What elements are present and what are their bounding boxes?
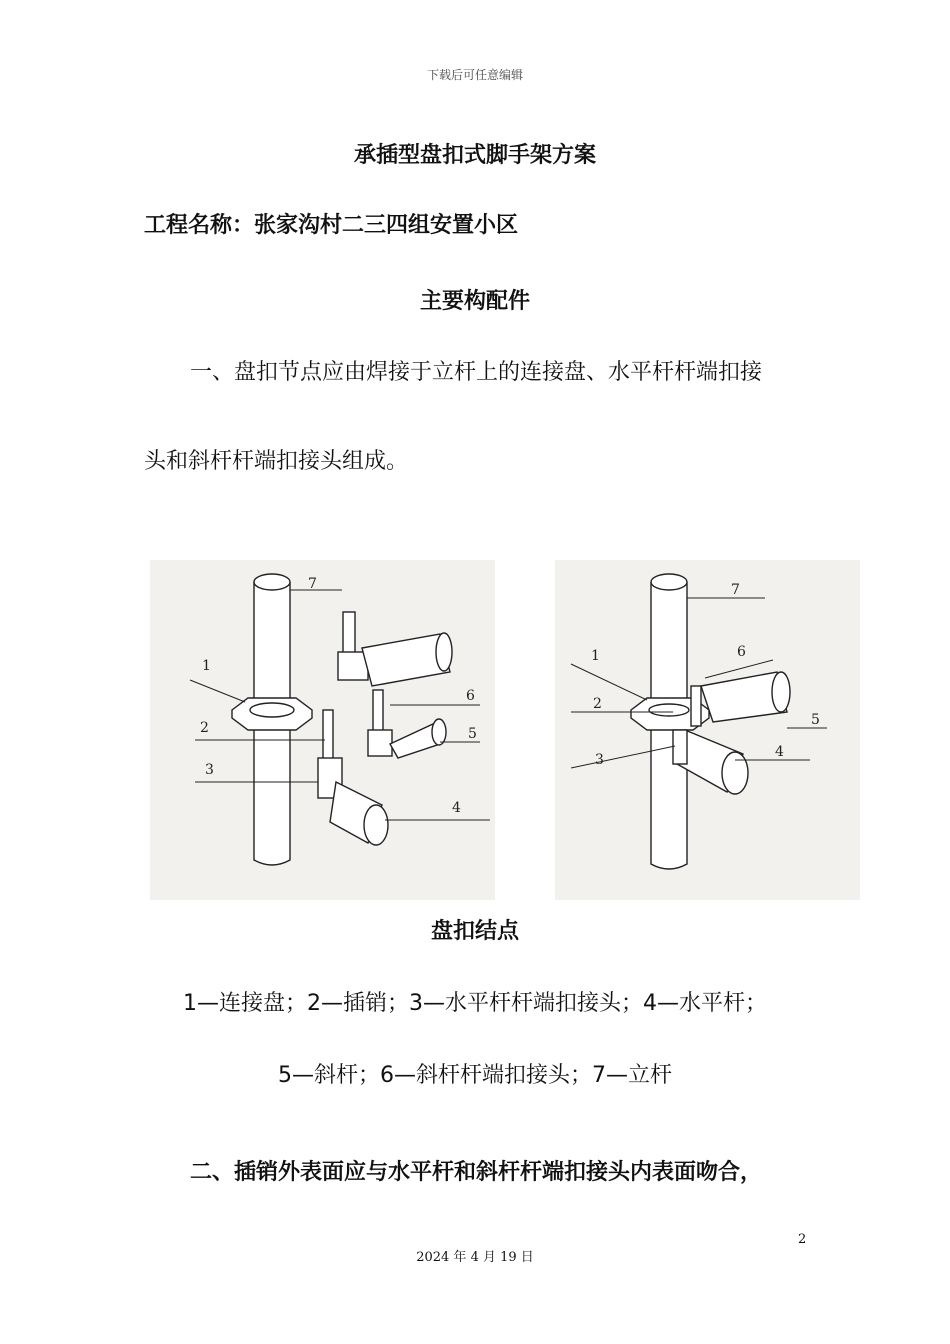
document-title: 承插型盘扣式脚手架方案	[353, 143, 596, 168]
section-heading: 主要构配件	[419, 289, 530, 314]
legend-line-1: 1—连接盘；2—插销；3—水平杆杆端扣接头；4—水平杆；	[183, 991, 767, 1016]
assembled-node-drawing	[555, 560, 860, 900]
project-name: 工程名称：张家沟村二三四组安置小区	[144, 213, 519, 238]
legend-line-2: 5—斜杆；6—斜杆杆端扣接头；7—立杆	[278, 1063, 672, 1088]
footer-date: 2024 年 4 月 19 日	[416, 1250, 534, 1265]
header-note: 下载后可任意编辑	[426, 68, 523, 82]
right-label-6: 6	[737, 644, 746, 660]
exploded-node-drawing	[150, 560, 495, 900]
left-label-6: 6	[466, 688, 475, 704]
left-label-3: 3	[205, 762, 214, 778]
figure-exploded-node	[150, 560, 495, 900]
paragraph-1-line-1: 一、盘扣节点应由焊接于立杆上的连接盘、水平杆杆端扣接	[190, 360, 763, 385]
left-label-4: 4	[452, 800, 461, 816]
right-label-1: 1	[591, 648, 600, 664]
left-label-1: 1	[202, 658, 211, 674]
paragraph-2: 二、插销外表面应与水平杆和斜杆杆端扣接头内表面吻合，	[190, 1160, 763, 1185]
right-label-2: 2	[593, 696, 602, 712]
figure-assembled-node	[555, 560, 860, 900]
left-label-7: 7	[308, 576, 317, 592]
right-label-4: 4	[775, 744, 784, 760]
right-label-5: 5	[811, 712, 820, 728]
paragraph-1-line-2: 头和斜杆杆端扣接头组成。	[144, 449, 409, 474]
right-label-7: 7	[731, 582, 740, 598]
left-label-5: 5	[468, 726, 477, 742]
left-label-2: 2	[200, 720, 209, 736]
right-label-3: 3	[595, 752, 604, 768]
page-number: 2	[798, 1232, 807, 1247]
figure-caption: 盘扣结点	[430, 919, 519, 944]
